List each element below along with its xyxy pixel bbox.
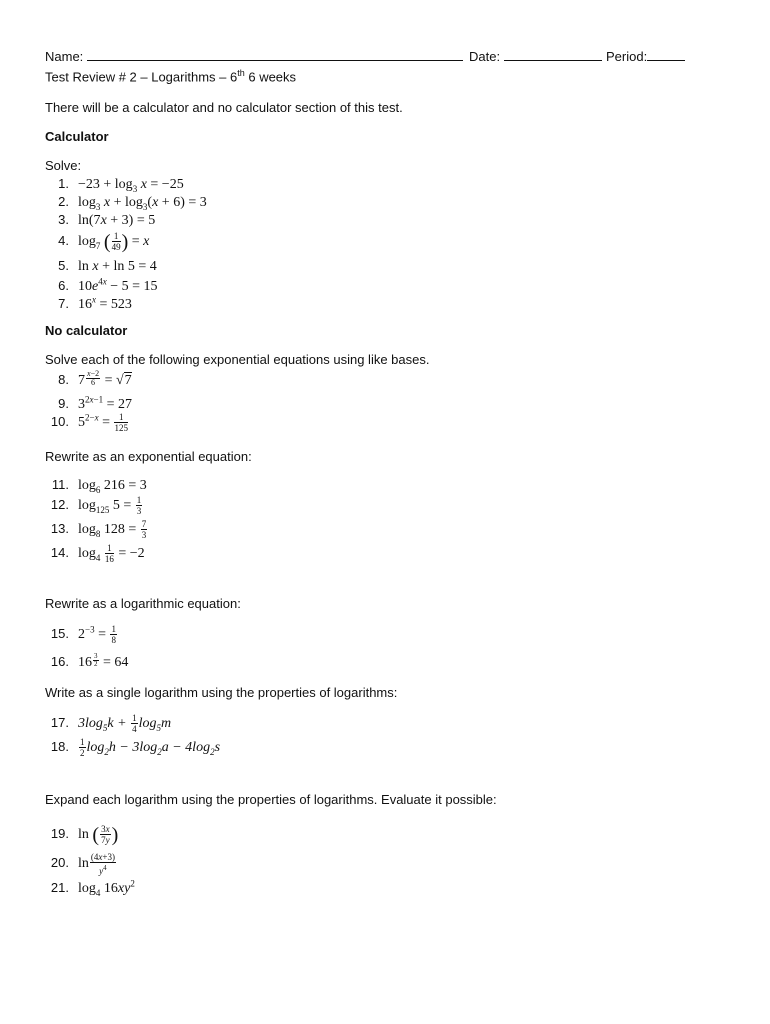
intro-text: There will be a calculator and no calculator section of this test. <box>45 100 403 115</box>
period-label: Period: <box>606 49 648 64</box>
problem-3: 3. ln(7x + 3) = 5 <box>58 212 156 228</box>
problem-6: 6. $10e^{4x} - 5 = 15$ <box>58 276 158 294</box>
problem-16: 16. 16 $\frac{3}{2}$ = 64 <box>50 652 129 670</box>
problem-13: 13. $\log_8 128$ = $\frac{7}{3}$ <box>50 519 147 540</box>
problem-2: 2. $\log_3 x + \log_3(x + 6) = 3$ <box>58 194 207 212</box>
single-log-instruction: Write as a single logarithm using the properties of logarithms: <box>45 685 398 700</box>
problem-11: 11. $\log_6 216 = 3$ <box>51 477 147 495</box>
problem-12: 12. $\log_{125} 5$ = $\frac{1}{3}$ <box>50 495 142 516</box>
no-calculator-heading: No calculator <box>45 323 128 338</box>
problem-4: 4. $\log_7$ ( $\frac{1}{49}$ ) = x <box>58 230 150 253</box>
problem-5: 5. ln x + ln 5 = 4 <box>58 258 157 274</box>
name-label: Name: <box>45 49 84 64</box>
period-field[interactable] <box>606 48 685 64</box>
problem-17: 17. $3\log_5k$ + $\frac{1}{4}$ $\log_5m$ <box>50 713 172 734</box>
problem-18: 18. $\frac{1}{2}$ $\log_2h - 3\log_2a - 4\log_2s$ <box>50 737 221 758</box>
problem-15: 15. $2^{-3}$ = $\frac{1}{8}$ <box>50 624 116 645</box>
date-label: Date: <box>469 49 501 64</box>
date-field[interactable] <box>469 48 602 64</box>
problem-20: 20. ln $\frac{(4x+3)}{y^4}$ <box>50 852 115 876</box>
calculator-heading: Calculator <box>45 129 109 144</box>
name-blank[interactable] <box>87 48 463 61</box>
name-field[interactable] <box>45 48 463 64</box>
problem-10: 10. $5^{2-x}$ = $\frac{1}{125}$ <box>50 412 128 433</box>
like-bases-instruction: Solve each of the following exponential equations using like bases. <box>45 352 430 367</box>
log-instruction: Rewrite as a logarithmic equation: <box>45 596 241 611</box>
solve-label: Solve: <box>45 158 82 173</box>
problem-21: 21. $\log_4 16xy^2$ <box>50 878 135 898</box>
problem-19: 19. ln ( $\frac{3x}{7y}$ ) <box>50 823 119 846</box>
problem-14: 14. $\log_4$ $\frac{1}{16}$ = −2 <box>50 543 145 564</box>
exp-instruction: Rewrite as an exponential equation: <box>45 449 252 464</box>
date-blank[interactable] <box>504 48 602 61</box>
expand-instruction: Expand each logarithm using the properties of logarithms. Evaluate it possible: <box>45 792 497 807</box>
page-title: Test Review # 2 – Logarithms – 6th 6 weeks <box>45 68 297 85</box>
problem-7: 7. $16^x = 523$ <box>58 294 132 312</box>
period-blank[interactable] <box>647 48 685 61</box>
problem-9: 9. $3^{2x-1} = 27$ <box>58 394 132 412</box>
problem-1: 1. $-23 + \log_3 x = -25$ <box>58 176 184 194</box>
problem-8: 8. 7 $\frac{x-2}{6}$ = √7 <box>58 369 132 388</box>
